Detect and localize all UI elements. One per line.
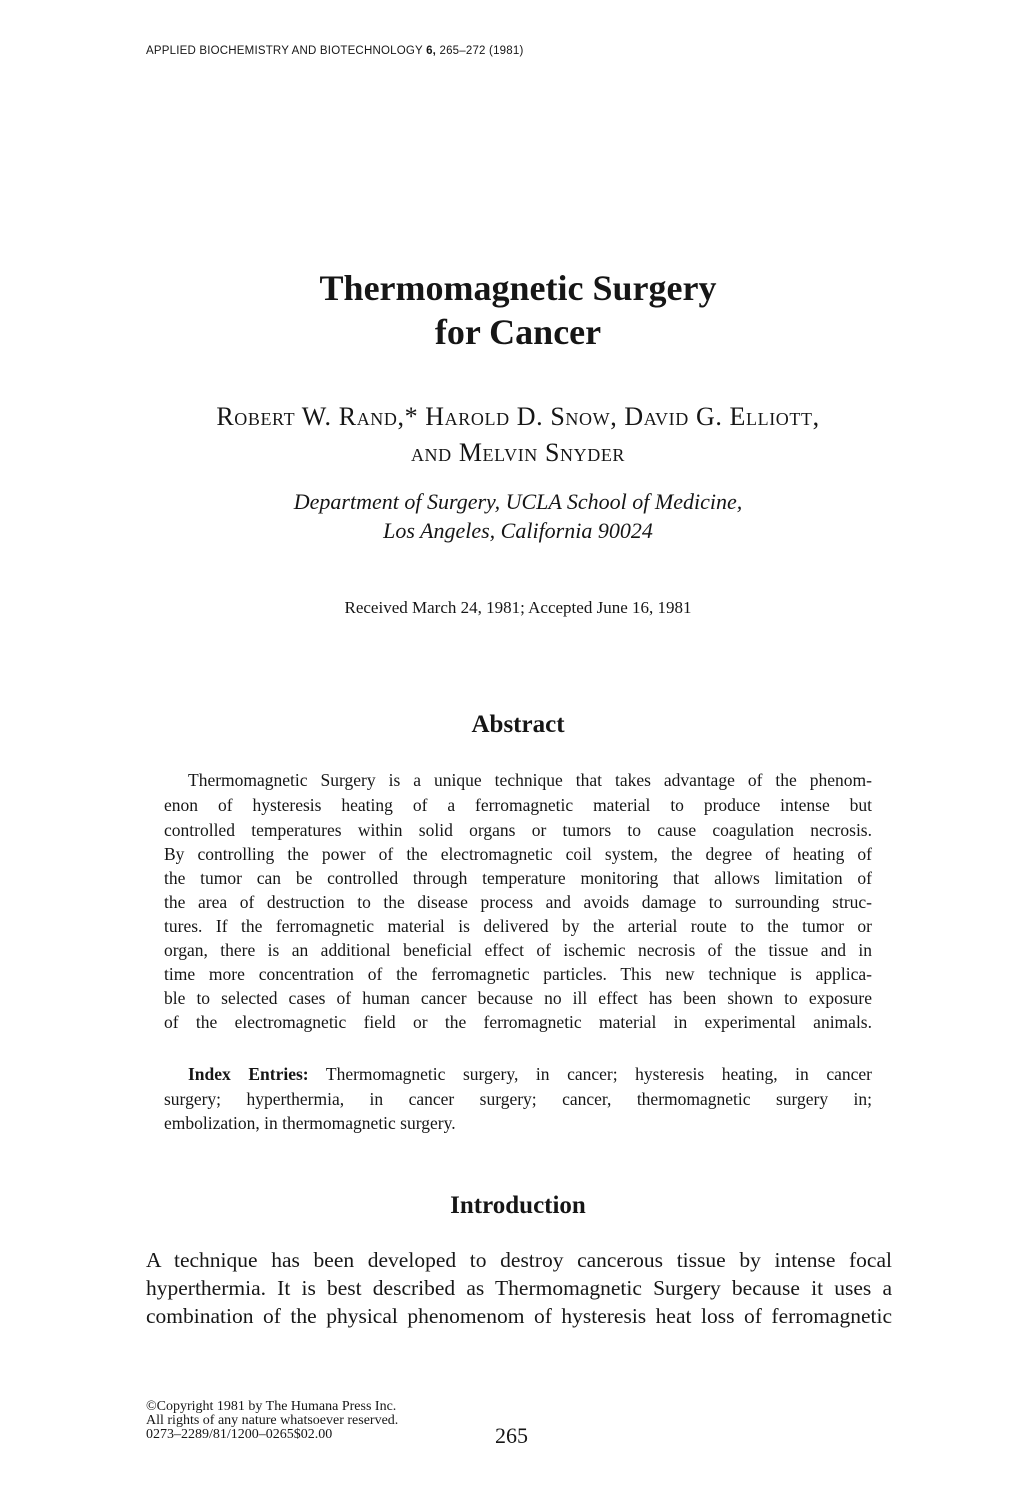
journal-volume: 6, [426,45,437,57]
abstract-line: By controlling the power of the electromagnetic coil system, the degree of heating of [164,844,872,864]
abstract-line: the tumor can be controlled through temperature monitoring that allows limitation of [164,868,872,888]
index-entries-line-3: embolization, in thermomagnetic surgery. [164,1113,456,1133]
paper-title-line-1: Thermomagnetic Surgery [319,268,717,308]
abstract-line: Thermomagnetic Surgery is a unique technique that takes advantage of the phenom- [188,770,872,790]
abstract-line: tures. If the ferromagnetic material is delivered by the arterial route to the tumor or [164,916,872,936]
page-number: 265 [495,1423,528,1448]
affiliation-line-2: Los Angeles, California 90024 [383,518,653,543]
rights-line: All rights of any nature whatsoever reserved. [146,1413,399,1428]
authors-line-2: and Melvin Snyder [410,438,626,467]
abstract-line: enon of hysteresis heating of a ferromagnetic material to produce intense but [164,795,872,815]
introduction-line: A technique has been developed to destroy cancerous tissue by intense focal [146,1248,892,1272]
abstract-line: of the electromagnetic field or the ferromagnetic material in experimental animals. [164,1012,872,1032]
index-entries-line-1 [164,1062,872,1086]
index-entries-label: Index Entries: [188,1064,309,1084]
article-code: 0273–2289/81/1200–0265$02.00 [146,1427,333,1442]
received-date: Received March 24, 1981; Accepted June 16, 1981 [344,598,692,617]
index-entries-line-2: surgery; hyperthermia, in cancer surgery; cancer, thermomagnetic surgery in; [164,1089,872,1109]
affiliation-line-1: Department of Surgery, UCLA School of Medicine, [293,489,743,514]
copyright-line: ©Copyright 1981 by The Humana Press Inc. [146,1399,397,1414]
abstract-line: the area of destruction to the disease process and avoids damage to surrounding struc- [164,892,872,912]
introduction-heading: Introduction [450,1192,586,1219]
journal-name: APPLIED BIOCHEMISTRY AND BIOTECHNOLOGY [146,45,423,57]
journal-pages-year: 265–272 (1981) [439,45,524,57]
authors-line-1: Robert W. Rand,* Harold D. Snow, David G. Elliott, [216,402,820,431]
abstract-line: controlled temperatures within solid organs or tumors to cause coagulation necrosis. [164,820,872,840]
abstract-line: time more concentration of the ferromagnetic particles. This new technique is applica- [164,964,872,984]
abstract-heading: Abstract [471,711,565,738]
introduction-line: combination of the physical phenomenom of hysteresis heat loss of ferromagnetic [146,1304,892,1328]
abstract-line: organ, there is an additional beneficial effect of ischemic necrosis of the tissue and in [164,940,872,960]
index-entries-text: Thermomagnetic surgery, in cancer; hysteresis heating, in cancer [325,1064,872,1084]
paper-title-line-2: for Cancer [434,312,602,352]
running-head [146,45,523,57]
abstract-line: ble to selected cases of human cancer because no ill effect has been shown to exposure [164,988,872,1008]
introduction-line: hyperthermia. It is best described as Thermomagnetic Surgery because it uses a [146,1276,892,1300]
